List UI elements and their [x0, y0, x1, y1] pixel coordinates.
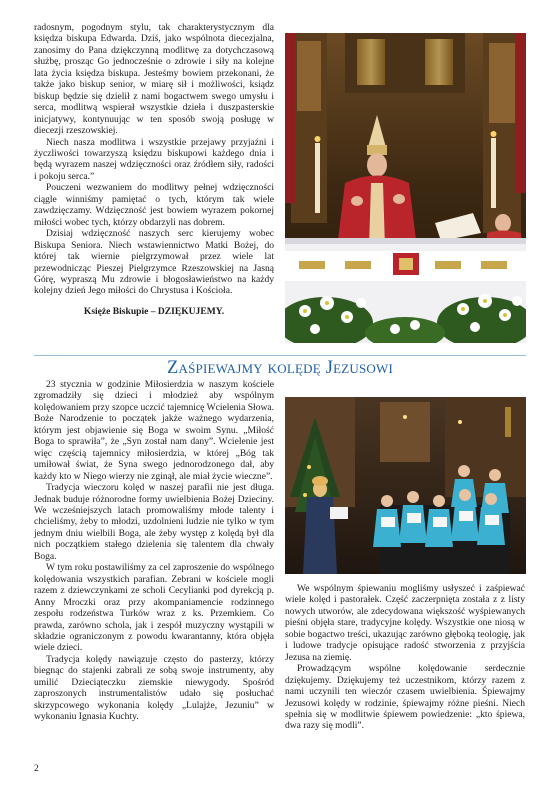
article-column-bottom-left: [34, 379, 274, 723]
article-column-top-left: [34, 22, 274, 317]
photo-bishop-at-altar: [285, 33, 526, 343]
section-divider: [34, 355, 526, 356]
paragraph: 23 stycznia w godzinie Miłosierdzia w naszym kościele zgromadziły się dzieci i młodzież aby wspólnym kolędowaniem przy szopce uczcić tajemnicę Wcielenia Słowa. Boże Narodzenie to początek jakże ważnego wydarzenia, którym jest objawienie się Boga w swoim Synu. „Miłość Boga to sprawiła”, że „Syn został nam dany”. Wcielenie jest więc częścią tajemnicy miłosierdzia, w której „Bóg tak umiłował świat, że Syna swego jednorodzonego dał, aby każdy kto w Niego wierzy nie zginął, ale miał życie wieczne”.: [34, 379, 274, 482]
page-number: 2: [34, 764, 39, 774]
photo-choir-singing-icon: [285, 397, 526, 574]
photo-bishop-at-altar-icon: [285, 33, 526, 343]
paragraph: Pouczeni wezwaniem do modlitwy pełnej wdzięczności ciągle winniśmy pamiętać o tych, którym tak wiele zawdzięczamy. Wdzięczność jest bowiem wyrazem pokornej miłości wobec tych, którzy obdarzyli nas dobrem.: [34, 182, 274, 228]
signature: Księże Biskupie – DZIĘKUJEMY.: [83, 305, 225, 317]
article-column-bottom-right: [285, 583, 525, 732]
paragraph: radosnym, pogodnym stylu, tak charakterystycznym dla księdza biskupa Edwarda. Dziś, jako wspólnota diecezjalna, zanosimy do Pana dziękczynną modlitwę za dotychczasową służbę, prosząc Go jednocześnie o zdrowie i siły na kolejne lata życia księdza biskupa. Jesteśmy bowiem przekonani, że także jako biskup senior, w miarę sił i możliwości, ksiądz biskup będzie się dzielił z nami bogactwem swego umysłu i serca, modlitwą wspierał wszystkie dzieła i duszpasterskie inicjatywy, kontynuując w ten sposób swoją posługę w diecezji rzeszowskiej.: [34, 22, 274, 137]
paragraph: Dzisiaj wdzięczność naszych serc kierujemy wobec Biskupa Seniora. Niech wstawiennictwo Matki Bożej, do której tak wiernie pielgrzymował przez wiele lat przewodnicząc Pieszej Pielgrzymce Rzeszowskiej na Jasną Górę, wypraszą Mu zdrowie i błogosławieństwo na każdy kolejny dzień Jego miłości do Chrystusa i Kościoła.: [34, 228, 274, 297]
paragraph: Prowadzącym wspólne kolędowanie serdecznie dziękujemy. Dziękujemy też uczestnikom, którzy razem z nami uczynili ten wieczór czasem uwielbienia. Śpiewajmy Jezusowi kolędy w rodzinie, śpiewajmy różne pieśni. Niech spełnia się w modlitwie śpiewem powiedzenie: „kto śpiewa, dwa razy się modli”.: [285, 663, 525, 732]
photo-choir-singing: [285, 397, 526, 574]
section-title: Zaśpiewajmy kolędę Jezusowi: [167, 358, 393, 378]
paragraph: Tradycja wieczoru kolęd w naszej parafii nie jest długa. Jednak buduje różnorodne formy uwielbienia Bożej Dzieciny. We wcześniejszych latach promowaliśmy młode talenty i chcieliśmy, żeby to młodzi, uzdolnieni ludzie nie tylko w tym jednym dniu wielbili Boga, ale żeby występ z kolędą był dla nich początkiem stałego dzielenia się talentem dla chwały Boga.: [34, 482, 274, 562]
paragraph: W tym roku postawiliśmy za cel zaproszenie do wspólnego kolędowania wszystkich parafian. Zebrani w kościele mogli razem z dziewczynkami ze scholi Cecylianki pod dyrekcją p. Anny Mroczki oraz przy akompaniamencie rodzinnego zespołu rodzeństwa Turków wraz z ks. Przemkiem. Co prawda, zarówno schola, jak i zespół muzyczny wystąpili w składzie ograniczonym z powodu kwarantanny, która objęła wiele dzieci.: [34, 562, 274, 654]
paragraph: Niech nasza modlitwa i wszystkie przejawy przyjaźni i życzliwości towarzyszą księdzu biskupowi każdego dnia i będą wyrazem naszej wdzięczności oraz źródłem siły, radości i pokoju serca.”: [34, 136, 274, 182]
paragraph: Tradycja kolędy nawiązuje często do pasterzy, którzy biegnąc do stajenki zabrali ze sobą swoje instrumenty, aby umilić Dzieciąteczku ziemskie niewygody. Spośród zaproszonych instrumentalistów udało się posłuchać skrzypcowego wykonania kolędy „Lulajże, Jezuniu” w wykonaniu Ignasia Kuchty.: [34, 653, 274, 723]
paragraph: We wspólnym śpiewaniu mogliśmy usłyszeć i zaśpiewać wiele kolęd i pastorałek. Część zaczerpnięta została z z listy nowych utworów, ale zdecydowana większość wyśpiewanych pieśni objęła stare, tradycyjne kolędy. Wszystkie one niosą w sobie bogactwo treści, ukazując zarówno głęboką teologię, jak i ludowe tradycje opisujące radość stworzenia z przyjścia Jezusa na ziemię.: [285, 583, 525, 663]
